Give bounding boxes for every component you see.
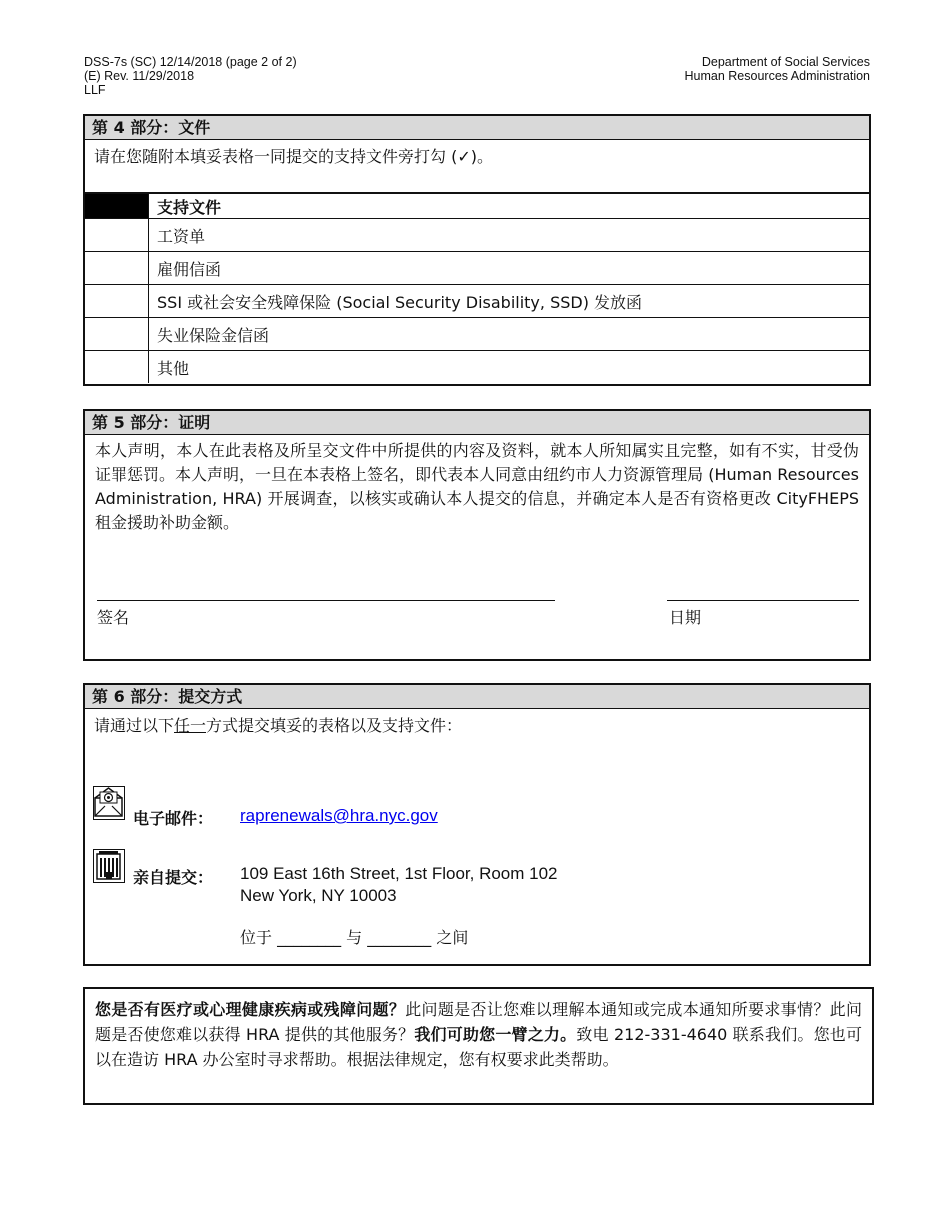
assistance-detail: 此问题是否让您难以理解本通知或完成本通知所要求事情？此问题是否使您难以获得 HRA 提供的其他服务？ (95, 1000, 862, 1044)
table-header-row (85, 194, 869, 219)
checkbox-payslip[interactable] (85, 219, 149, 252)
section-5-title: 第 5 部分：证明 (85, 411, 869, 435)
checkbox-employment-letter[interactable] (85, 252, 149, 285)
checkbox-unemployment-letter[interactable] (85, 318, 149, 351)
agency-header (685, 55, 871, 83)
assistance-notice (83, 987, 874, 1105)
instruction-underlined: 任一 (174, 716, 207, 735)
assistance-question: 您是否有医疗或心理健康疾病或残障问题？ (95, 1000, 406, 1019)
supporting-documents-header: 支持文件 (149, 194, 870, 219)
office-address (240, 863, 558, 907)
building-icon (93, 849, 125, 883)
checkbox-column-header (85, 194, 149, 219)
instruction-part-1: 请通过以下 (94, 716, 175, 735)
date-label: 日期 (669, 608, 702, 627)
document-label: 失业保险金信函 (149, 318, 870, 351)
section-4-title: 第 4 部分：文件 (85, 116, 869, 140)
document-label: 工资单 (149, 219, 870, 252)
certification-text: 本人声明，本人在此表格及所呈交文件中所提供的内容及资料，就本人所知属实且完整，如有不实，甘受伪证罪惩罚。本人声明，一旦在本表格上签名，即代表本人同意由纽约市人力资源管理局 (Human Resources Administration, HRA) 开展调查，以核实或确认本人提交的信息，并确定本人是否有资格更改 CityFHEPS 租金援助补助金额。 (95, 441, 859, 532)
office-hours: 位于 ________ 与 ________ 之间 (240, 928, 469, 947)
table-row (85, 351, 869, 384)
checkbox-other[interactable] (85, 351, 149, 384)
envelope-icon (93, 786, 125, 820)
table-row (85, 252, 869, 285)
assistance-offer: 我们可助您一臂之力。 (414, 1025, 577, 1044)
email-link[interactable]: raprenewals@hra.nyc.gov (240, 806, 438, 825)
assistance-contact: 致电 212-331-4640 联系我们。您也可以在造访 HRA 办公室时寻求帮助。根据法律规定，您有权要求此类帮助。 (95, 1025, 862, 1069)
in-person-label: 亲自提交： (133, 868, 214, 887)
document-label: 雇佣信函 (149, 252, 870, 285)
table-row (85, 219, 869, 252)
assistance-text (85, 989, 872, 1080)
agency-line-2: Human Resources Administration (684, 69, 870, 83)
form-id-line: DSS-7s (SC) 12/14/2018 (page 2 of 2) (84, 55, 297, 69)
section-6-title: 第 6 部分：提交方式 (85, 685, 869, 709)
submission-instruction (85, 709, 869, 740)
signature-label: 签名 (97, 608, 130, 627)
section-4-instruction: 请在您随附本填妥表格一同提交的支持文件旁打勾 (✓)。 (85, 140, 869, 194)
table-row (85, 285, 869, 318)
revision-line: (E) Rev. 11/29/2018 (84, 69, 195, 83)
form-code-line: LLF (84, 83, 106, 97)
instruction-part-2: 方式提交填妥的表格以及支持文件： (206, 716, 463, 735)
section-6-submission (83, 683, 871, 966)
section-5-certification (83, 409, 871, 661)
date-line[interactable] (667, 600, 859, 601)
supporting-documents-table (85, 194, 869, 383)
signature-line[interactable] (97, 600, 555, 601)
address-line-2: New York, NY 10003 (240, 886, 397, 905)
table-row (85, 318, 869, 351)
address-line-1: 109 East 16th Street, 1st Floor, Room 102 (240, 864, 558, 883)
form-id-header (84, 55, 297, 97)
email-label: 电子邮件： (133, 809, 214, 828)
document-label: SSI 或社会安全残障保险 (Social Security Disability, SSD) 发放函 (149, 285, 870, 318)
document-label: 其他 (149, 351, 870, 384)
section-4-documents (83, 114, 871, 386)
checkbox-ssi-ssd-letter[interactable] (85, 285, 149, 318)
agency-line-1: Department of Social Services (701, 55, 870, 69)
